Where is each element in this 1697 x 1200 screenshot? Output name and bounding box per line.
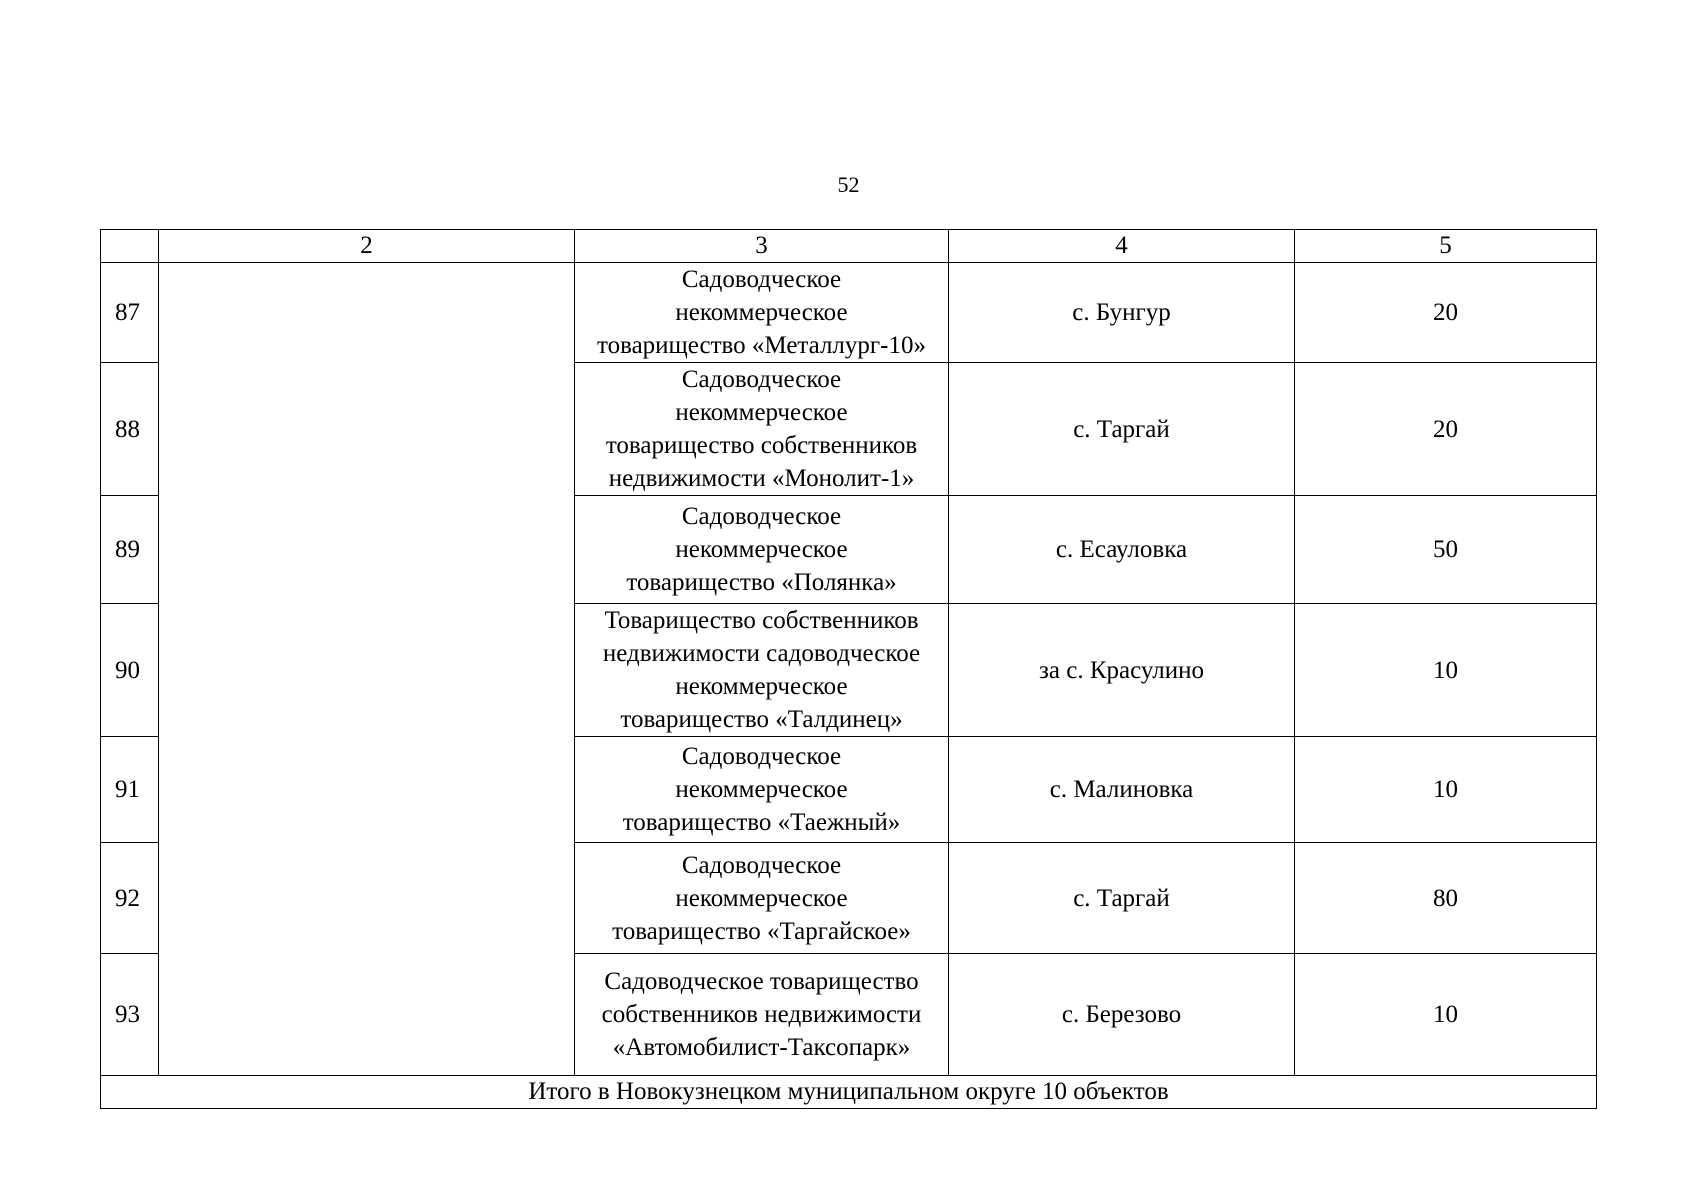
header-cell-4: 4 [949,230,1295,263]
object-name-line: некоммерческое [675,776,848,803]
object-location: с. Таргай [949,363,1295,496]
object-name [575,843,949,954]
object-name-line: недвижимости «Монолит-1» [608,465,915,492]
object-name [575,363,949,496]
row-number: 89 [101,496,159,604]
object-name-line: Садоводческое [681,266,842,293]
object-value: 10 [1295,954,1597,1076]
object-name-line: Товарищество собственников [604,607,919,634]
object-name-line: некоммерческое [675,299,848,326]
object-value: 20 [1295,263,1597,363]
object-value: 20 [1295,363,1597,496]
object-name-line: товарищество «Талдинец» [620,706,903,733]
object-name-line: Садоводческое [681,503,842,530]
row-number: 88 [101,363,159,496]
object-name-line: товарищество собственников [605,432,918,459]
object-name [575,263,949,363]
object-location: с. Березово [949,954,1295,1076]
object-name-line: Садоводческое товарищество [604,968,919,995]
object-name-line: некоммерческое [675,399,848,426]
object-name [575,604,949,737]
row-number: 87 [101,263,159,363]
table-row [101,263,1597,363]
header-cell-5: 5 [1295,230,1597,263]
object-name [575,737,949,843]
row-number: 93 [101,954,159,1076]
object-name-line: товарищество «Таргайское» [612,917,911,945]
object-name-line: собственников недвижимости [601,1001,922,1028]
object-name-line: товарищество «Таежный» [622,809,901,836]
object-value: 10 [1295,604,1597,737]
total-cell: Итого в Новокузнецком муниципальном округе 10 объектов [101,1076,1597,1109]
header-cell-3: 3 [575,230,949,263]
object-name-line: некоммерческое [675,884,848,912]
object-name [575,954,949,1076]
object-location: с. Есауловка [949,496,1295,604]
object-name-line: некоммерческое [675,536,848,563]
total-row [101,1076,1597,1109]
object-name-line: товарищество «Металлург-10» [597,332,926,359]
object-location: за с. Красулино [949,604,1295,737]
object-location: с. Бунгур [949,263,1295,363]
object-value: 50 [1295,496,1597,604]
object-name-line: товарищество «Полянка» [626,569,897,596]
object-value: 80 [1295,843,1597,954]
object-name-line: Садоводческое [681,366,842,393]
page-number: 52 [837,172,860,197]
object-name-line: Садоводческое [681,851,842,879]
row-number: 90 [101,604,159,737]
object-name-line: «Автомобилист-Таксопарк» [612,1034,911,1061]
header-cell-1 [101,230,159,263]
object-location: с. Малиновка [949,737,1295,843]
header-cell-2: 2 [159,230,575,263]
object-name [575,496,949,604]
object-name-line: некоммерческое [675,673,848,700]
objects-table [100,229,1597,1109]
object-value: 10 [1295,737,1597,843]
object-name-line: недвижимости садоводческое [602,640,921,667]
object-name-line: Садоводческое [681,743,842,770]
row-number: 92 [101,843,159,954]
object-location: с. Таргай [949,843,1295,954]
table-header-row [101,230,1597,263]
merged-blank-cell [159,263,575,1076]
row-number: 91 [101,737,159,843]
